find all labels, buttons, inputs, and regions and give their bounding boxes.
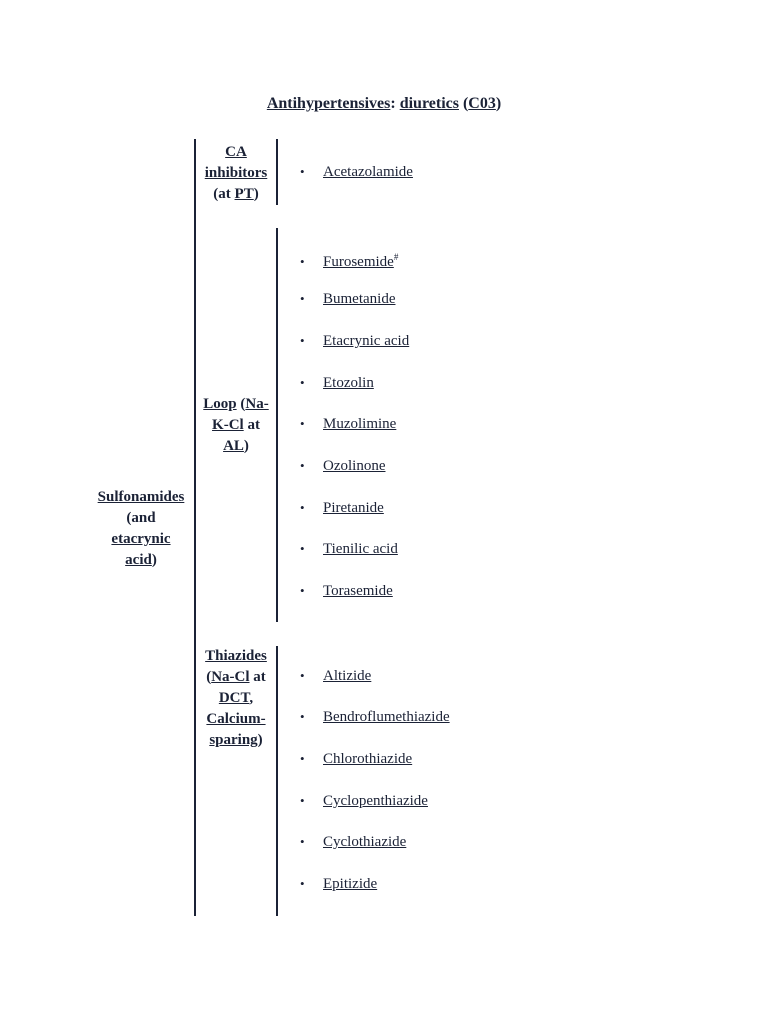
- drug-link[interactable]: Ozolinone: [323, 458, 386, 474]
- category-ca-inhibitors: [196, 142, 276, 205]
- thiazides-comma: ,: [249, 690, 254, 706]
- thiazides-open-paren: (: [206, 669, 212, 685]
- bullet-icon: •: [300, 668, 305, 683]
- title-separator: :: [390, 95, 400, 112]
- thiazides-link[interactable]: Thiazides: [205, 648, 267, 664]
- group-label-sulfonamides: [88, 487, 194, 571]
- antihypertensives-link[interactable]: Antihypertensives: [266, 95, 391, 112]
- thiazides-at-text: at: [249, 669, 266, 685]
- etacrynic-link[interactable]: etacrynic: [111, 531, 171, 547]
- drug-link[interactable]: Etacrynic acid: [323, 333, 410, 349]
- drug-link[interactable]: Muzolimine: [323, 416, 397, 432]
- list-item: [300, 833, 406, 851]
- bullet-icon: •: [300, 500, 305, 515]
- title-close-paren: ): [495, 95, 502, 112]
- drug-link[interactable]: Bendroflumethiazide: [323, 709, 450, 725]
- list-item: [300, 499, 384, 517]
- list-item: [300, 667, 371, 685]
- ca-close-paren: ): [253, 186, 259, 202]
- loop-open-paren: (: [236, 396, 246, 412]
- drug-link[interactable]: Epitizide: [323, 876, 378, 892]
- bullet-icon: •: [300, 291, 305, 306]
- k-cl-link[interactable]: K-Cl: [212, 417, 244, 433]
- drug-link[interactable]: Acetazolamide: [323, 164, 413, 180]
- title-open-paren: (: [458, 95, 469, 112]
- bullet-icon: •: [300, 375, 305, 390]
- bullet-icon: •: [300, 709, 305, 724]
- bullet-icon: •: [300, 458, 305, 473]
- bullet-icon: •: [300, 876, 305, 891]
- group-divider: [194, 139, 196, 916]
- drug-link[interactable]: Bumetanide: [323, 291, 396, 307]
- diuretics-link[interactable]: diuretics: [399, 95, 459, 112]
- list-item: [300, 792, 428, 810]
- list-item: [300, 374, 374, 392]
- bullet-icon: •: [300, 254, 305, 269]
- drug-link[interactable]: Altizide: [323, 668, 372, 684]
- bullet-icon: •: [300, 834, 305, 849]
- bullet-icon: •: [300, 751, 305, 766]
- category-loop: [196, 394, 276, 457]
- bullet-icon: •: [300, 541, 305, 556]
- list-item: [300, 163, 413, 181]
- sulfonamides-link[interactable]: Sulfonamides: [97, 489, 185, 505]
- drug-link[interactable]: Tienilic acid: [323, 541, 398, 557]
- list-item: [300, 290, 395, 308]
- drug-link[interactable]: Chlorothiazide: [323, 751, 413, 767]
- bullet-icon: •: [300, 793, 305, 808]
- list-item: [300, 750, 412, 768]
- list-item: [300, 875, 377, 893]
- ca-link[interactable]: CA: [225, 144, 247, 160]
- list-item: [300, 248, 398, 271]
- drug-link[interactable]: Cyclopenthiazide: [323, 793, 428, 809]
- thiazides-close-paren: ): [257, 732, 263, 748]
- bullet-icon: •: [300, 416, 305, 431]
- drug-link[interactable]: Torasemide: [323, 583, 393, 599]
- loop-at-text: at: [243, 417, 260, 433]
- na-cl-link[interactable]: Na-Cl: [211, 669, 250, 685]
- group-label-line2: (and: [126, 510, 156, 526]
- al-link[interactable]: AL: [223, 438, 244, 454]
- category-thiazides: [196, 646, 276, 751]
- bullet-icon: •: [300, 333, 305, 348]
- na-link[interactable]: Na-: [245, 396, 269, 412]
- list-item: [300, 708, 450, 726]
- acid-link[interactable]: acid: [125, 552, 152, 568]
- thiazides-divider: [276, 646, 278, 916]
- atc-code-link[interactable]: C03: [468, 95, 496, 112]
- group-label-close-paren: ): [151, 552, 157, 568]
- loop-divider: [276, 228, 278, 622]
- ca-at-text: (at: [213, 186, 235, 202]
- bullet-icon: •: [300, 164, 305, 179]
- list-item: [300, 540, 398, 558]
- drug-link[interactable]: Etozolin: [323, 375, 374, 391]
- calcium-link[interactable]: Calcium-: [206, 711, 266, 727]
- loop-close-paren: ): [243, 438, 249, 454]
- list-item: [300, 332, 409, 350]
- ca-divider: [276, 139, 278, 205]
- inhibitors-link[interactable]: inhibitors: [204, 165, 268, 181]
- drug-link[interactable]: Piretanide: [323, 500, 384, 516]
- list-item: [300, 582, 393, 600]
- drug-link[interactable]: Cyclothiazide: [323, 834, 407, 850]
- bullet-icon: •: [300, 583, 305, 598]
- drug-link[interactable]: Furosemide: [323, 254, 394, 270]
- footnote-mark: #: [393, 252, 399, 262]
- pt-link[interactable]: PT: [234, 186, 254, 202]
- sparing-link[interactable]: sparing: [209, 732, 258, 748]
- page-title: [0, 95, 768, 113]
- list-item: [300, 415, 396, 433]
- loop-link[interactable]: Loop: [203, 396, 237, 412]
- dct-link[interactable]: DCT: [218, 690, 250, 706]
- list-item: [300, 457, 385, 475]
